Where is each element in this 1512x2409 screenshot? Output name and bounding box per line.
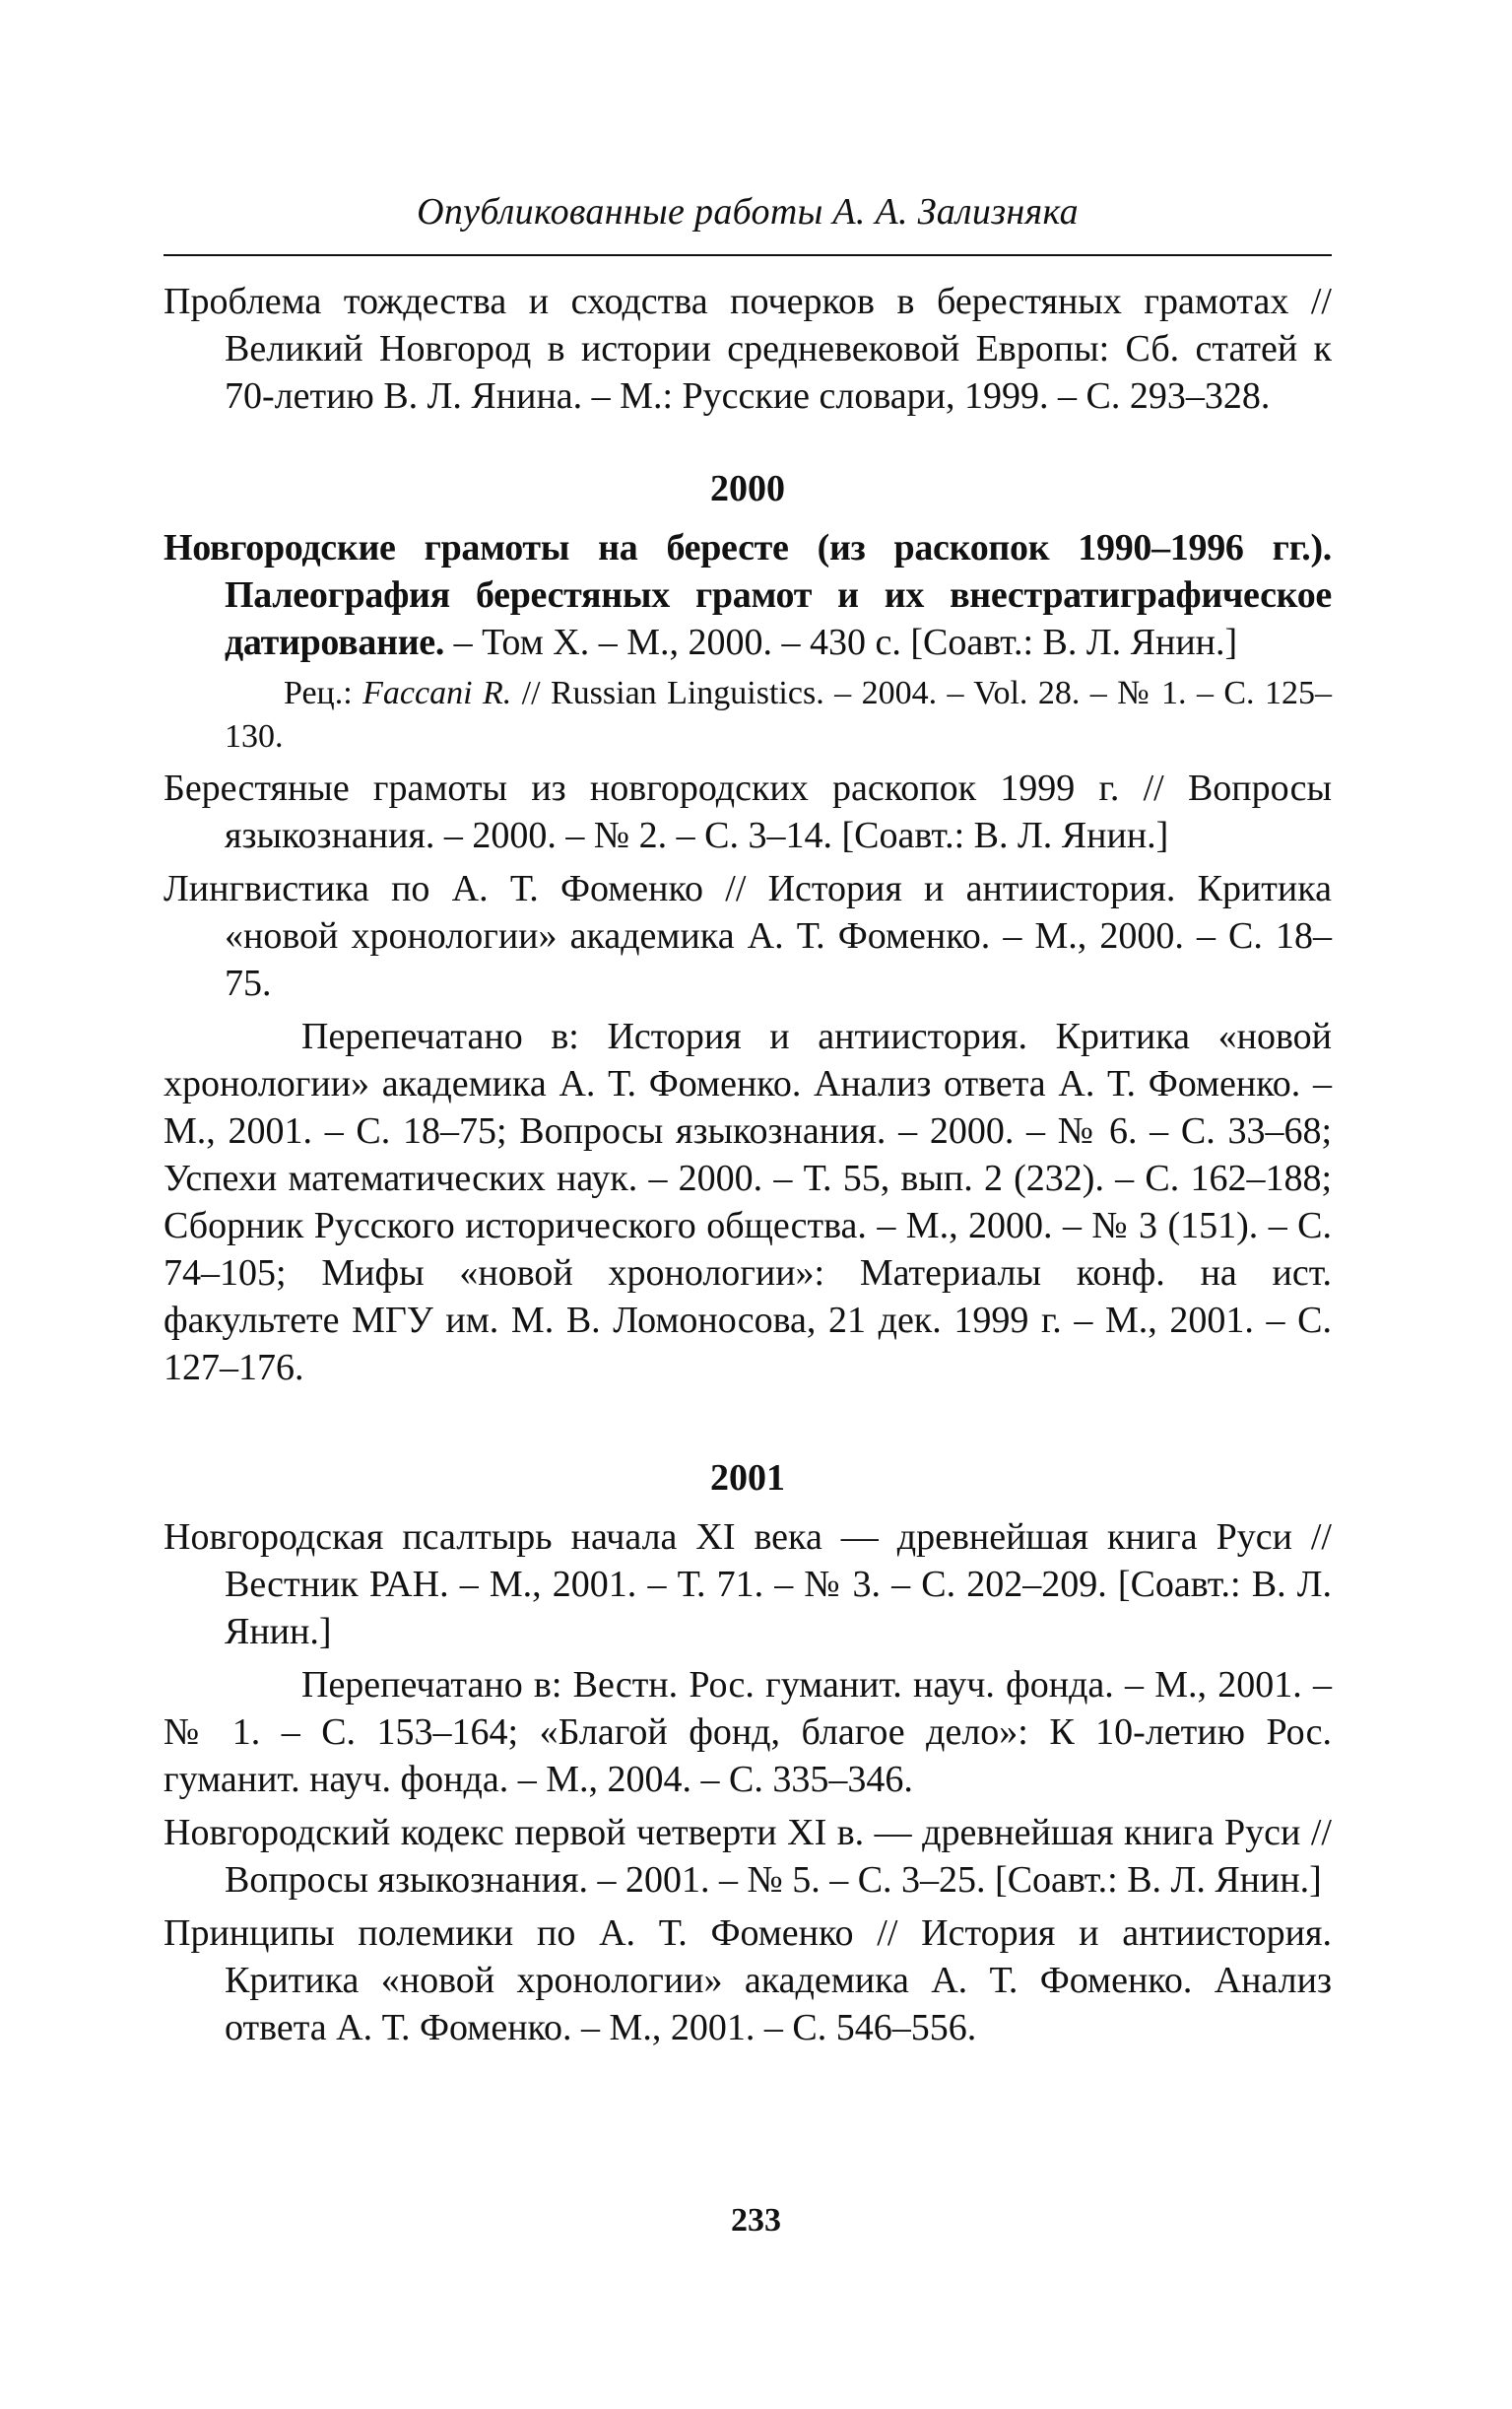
bibliography-entry-2000-3: Лингвистика по А. Т. Фоменко // История и антиистория. Критика «новой хронологии» академика А. Т. Фоменко. – М., 2000. – С. 18–75. xyxy=(164,868,1332,1004)
bibliography-entry-2000-1 xyxy=(164,524,1332,666)
bibliography-entry-2000-2: Берестяные грамоты из новгородских раскопок 1999 г. // Вопросы языкознания. – 2000. – № 2. – С. 3–14. [Соавт.: В. Л. Янин.] xyxy=(164,768,1332,856)
bibliography-entry-2001-1: Новгородская псалтырь начала XI века — древнейшая книга Руси // Вестник РАН. – М., 2001. – Т. 71. – № 3. – С. 202–209. [Соавт.: В. Л. Янин.] xyxy=(164,1516,1332,1652)
entry-bold-title: Новгородские грамоты на бересте (из раскопок 1990–1996 гг.). Палеография берестяных грамот и их внестратиграфическое датирование. xyxy=(164,527,1332,663)
reprint-note-2001-1: Перепечатано в: Вестн. Рос. гуманит. науч. фонда. – М., 2001. – № 1. – С. 153–164; «Благой фонд, благое дело»: К 10-летию Рос. гуманит. науч. фонда. – М., 2004. – С. 335–346. xyxy=(164,1664,1332,1800)
reprint-note-2000-3: Перепечатано в: История и антиистория. Критика «новой хронологии» академика А. Т. Фоменко. Анализ ответа А. Т. Фоменко. – М., 2001. – С. 18–75; Вопросы языкознания. – 2000. – № 6. – С. 33–68; Успехи математических наук. – 2000. – Т. 55, вып. 2 (232). – С. 162–188; Сборник Русского исторического общества. – М., 2000. – № 3 (151). – С. 74–105; Мифы «новой хронологии»: Материалы конф. на ист. факультете МГУ им. М. В. Ломоносова, 21 дек. 1999 г. – М., 2001. – С. 127–176. xyxy=(164,1016,1332,1388)
bibliography-entry-2001-3: Принципы полемики по А. Т. Фоменко // История и антиистория. Критика «новой хронологии» академика А. Т. Фоменко. Анализ ответа А. Т. Фоменко. – М., 2001. – С. 546–556. xyxy=(164,1912,1332,2048)
entry-details: – Том X. – М., 2000. – 430 с. [Соавт.: В. Л. Янин.] xyxy=(444,622,1238,663)
bibliography-entry-2001-2: Новгородский кодекс первой четверти XI в. — древнейшая книга Руси // Вопросы языкознания. – 2001. – № 5. – С. 3–25. [Соавт.: В. Л. Янин.] xyxy=(164,1812,1332,1901)
bibliography-entry: Проблема тождества и сходства почерков в берестяных грамотах // Великий Новгород в истории средневековой Европы: Сб. статей к 70-летию В. Л. Янина. – М.: Русские словари, 1999. – С. 293–328. xyxy=(164,281,1332,417)
page-number: 233 xyxy=(731,2202,781,2239)
review-note xyxy=(164,672,1332,759)
review-prefix: Рец.: xyxy=(284,675,363,711)
review-author: Faccani R. xyxy=(362,675,512,711)
running-header: Опубликованные работы А. А. Зализняка xyxy=(164,187,1332,256)
book-page xyxy=(164,187,1332,2057)
bibliography-content xyxy=(164,278,1332,2051)
year-heading-2000: 2000 xyxy=(710,468,785,509)
review-details: // Russian Linguistics. – 2004. – Vol. 28. – № 1. – С. 125–130. xyxy=(225,675,1332,755)
year-heading-2001: 2001 xyxy=(710,1457,785,1499)
